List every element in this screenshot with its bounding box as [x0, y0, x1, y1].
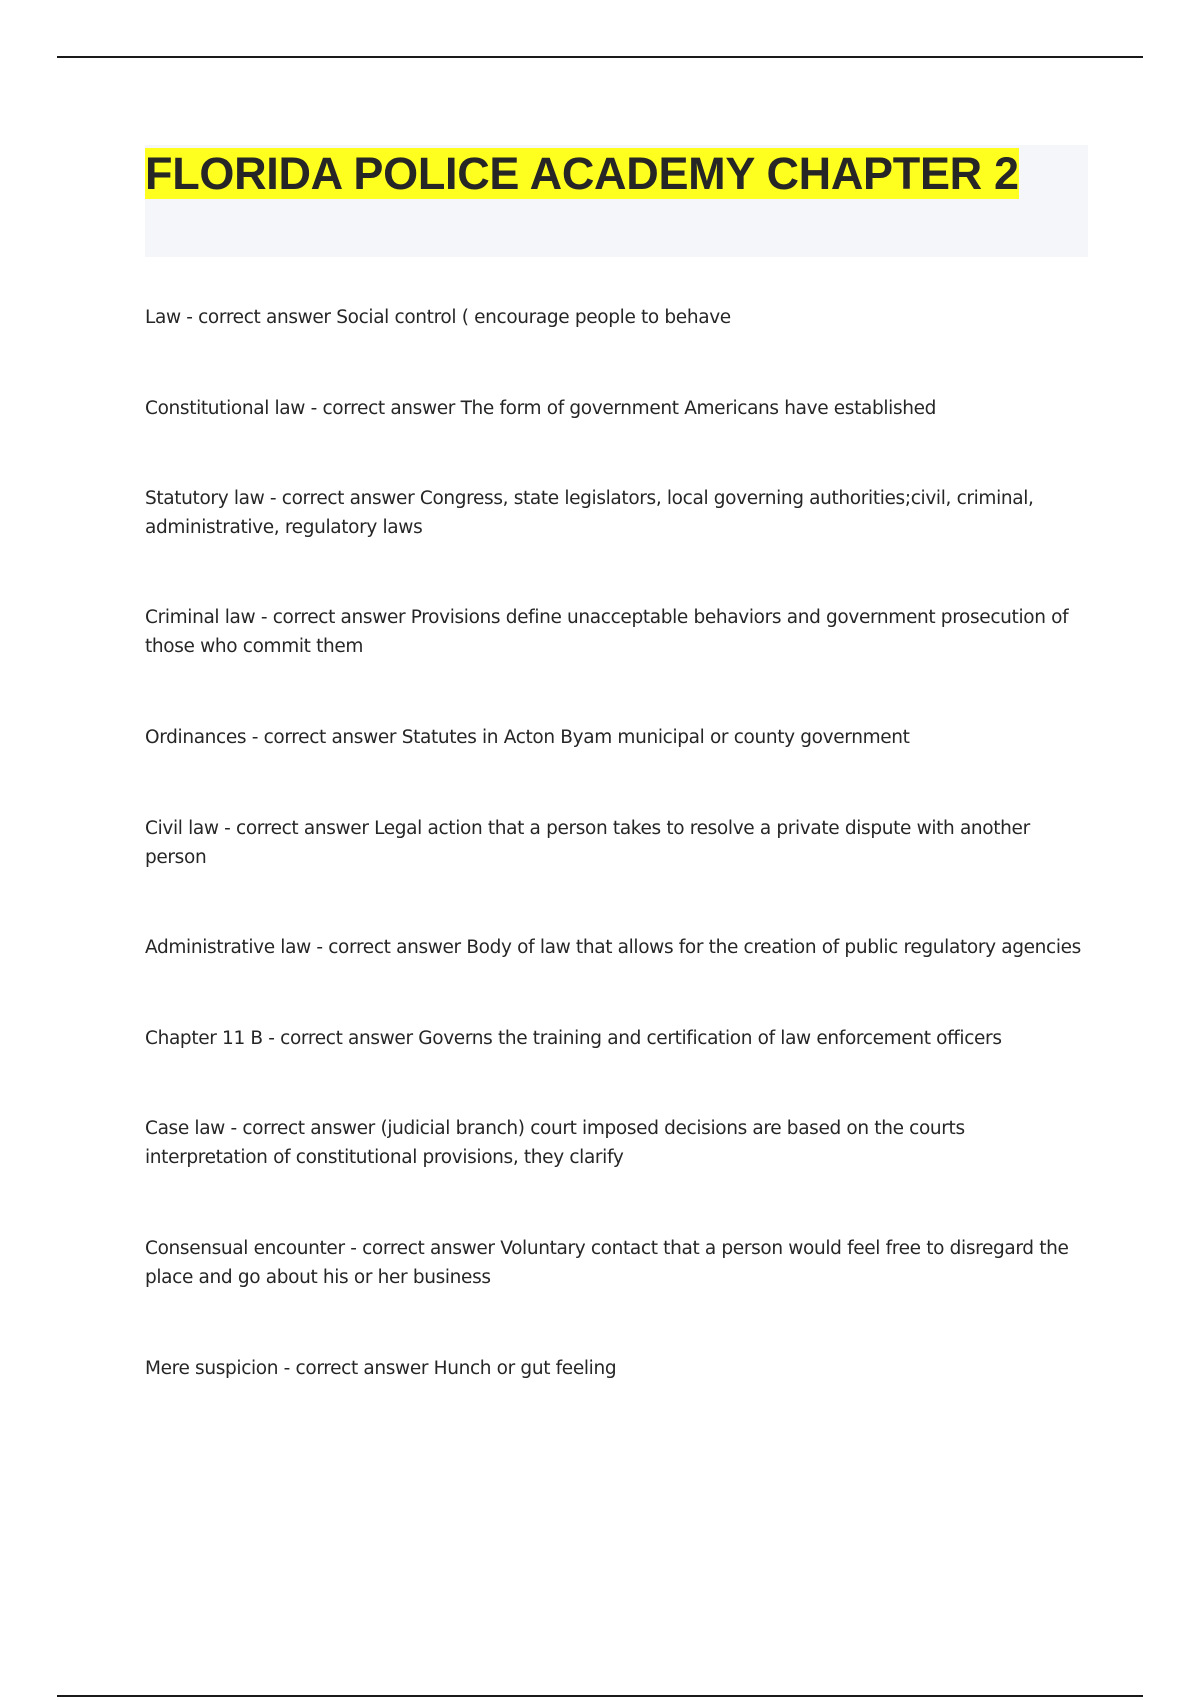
entry-civil-law: Civil law - correct answer Legal action that a person takes to resolve a private dispute with another person	[145, 818, 1030, 868]
entry-law: Law - correct answer Social control ( encourage people to behave	[145, 307, 731, 328]
entry-statutory-law: Statutory law - correct answer Congress, state legislators, local governing authorities;civil, criminal, administrative, regulatory laws	[145, 488, 1034, 538]
document-title	[145, 145, 1088, 202]
entry-mere-suspicion: Mere suspicion - correct answer Hunch or gut feeling	[145, 1358, 617, 1379]
title-block	[145, 145, 1088, 257]
entry-administrative-law: Administrative law - correct answer Body of law that allows for the creation of public regulatory agencies	[145, 937, 1081, 958]
top-rule	[57, 56, 1143, 58]
entry-criminal-law: Criminal law - correct answer Provisions define unacceptable behaviors and government prosecution of those who commit them	[145, 607, 1069, 657]
entry-ordinances: Ordinances - correct answer Statutes in Acton Byam municipal or county government	[145, 727, 910, 748]
bottom-rule	[57, 1695, 1143, 1697]
entry-consensual-encounter: Consensual encounter - correct answer Voluntary contact that a person would feel free to disregard the place and go about his or her business	[145, 1238, 1069, 1288]
entry-constitutional-law: Constitutional law - correct answer The form of government Americans have established	[145, 398, 937, 419]
entry-case-law: Case law - correct answer (judicial branch) court imposed decisions are based on the courts interpretation of constitutional provisions, they clarify	[145, 1118, 965, 1168]
entry-chapter-11b: Chapter 11 B - correct answer Governs the training and certification of law enforcement officers	[145, 1028, 1002, 1049]
title-highlight: FLORIDA POLICE ACADEMY CHAPTER 2	[145, 148, 1019, 199]
